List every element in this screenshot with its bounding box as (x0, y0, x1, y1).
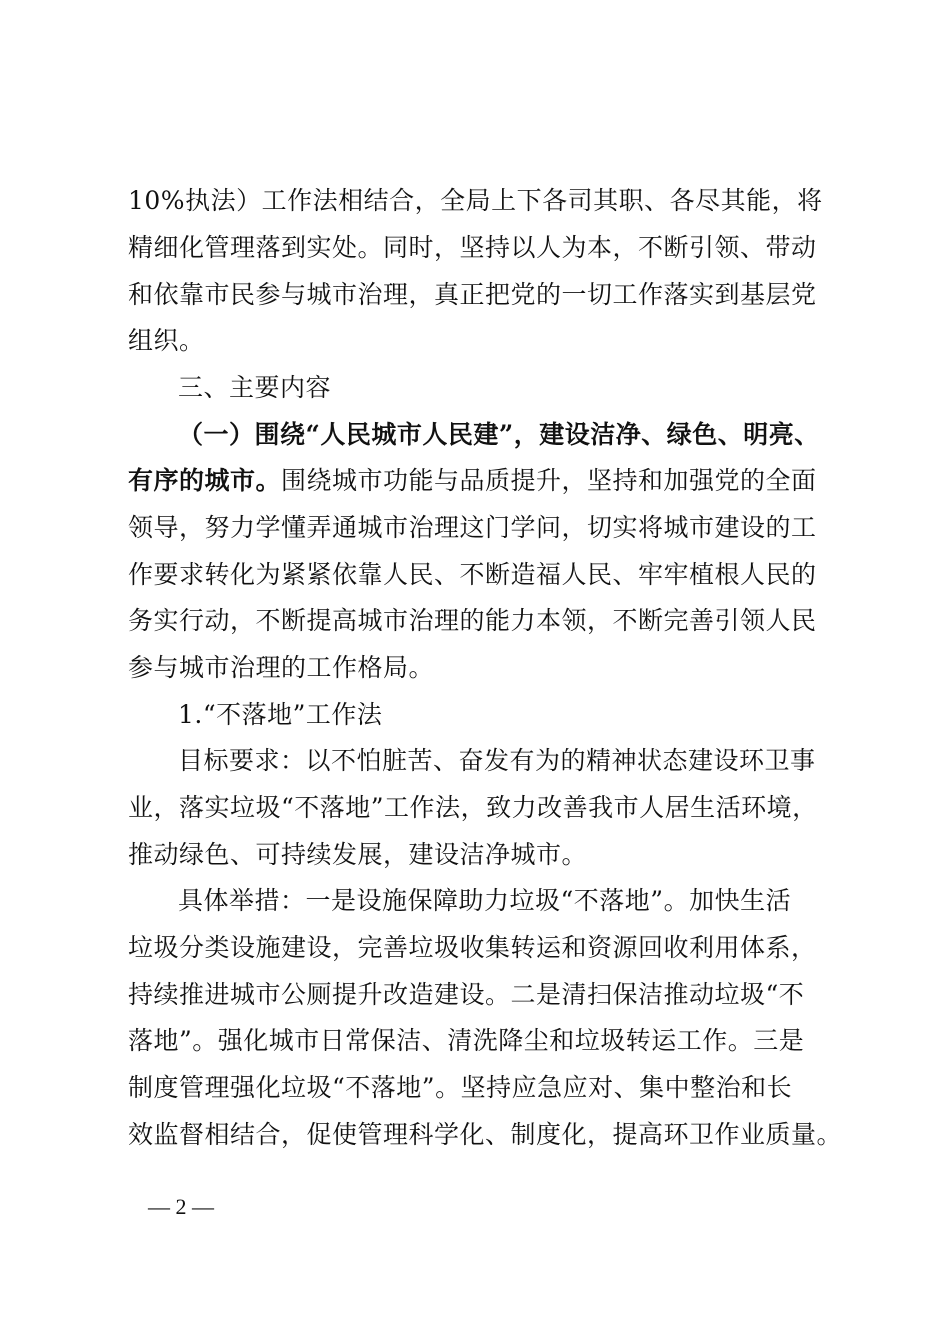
text-line: 推动绿色、可持续发展，建设洁净城市。 (128, 840, 588, 869)
text-line: 和依靠市民参与城市治理，真正把党的一切工作落实到基层党 (128, 280, 817, 309)
section-heading: 三、主要内容 (178, 373, 332, 402)
text-line: 制度管理强化垃圾“不落地”。坚持应急应对、集中整治和长 (128, 1073, 793, 1102)
subsection-heading: （一）围绕“人民城市人民建”，建设洁净、绿色、明亮、 (178, 420, 820, 449)
subsection-heading-end: 有序的城市。 (128, 466, 282, 495)
text-line: 目标要求：以不怕脏苦、奋发有为的精神状态建设环卫事 (178, 746, 816, 775)
text-line: 效监督相结合，促使管理科学化、制度化，提高环卫作业质量。 (128, 1120, 843, 1149)
paragraph-text: 围绕城市功能与品质提升，坚持和加强党的全面 (281, 466, 817, 495)
text-line: 参与城市治理的工作格局。 (128, 653, 435, 682)
text-line: 作要求转化为紧紧依靠人民、不断造福人民、牢牢植根人民的 (128, 560, 817, 589)
text-line: 落地”。强化城市日常保洁、清洗降尘和垃圾转运工作。三是 (128, 1026, 805, 1055)
text-line: 务实行动，不断提高城市治理的能力本领，不断完善引领人民 (128, 606, 817, 635)
text-line: 垃圾分类设施建设，完善垃圾收集转运和资源回收利用体系， (128, 933, 817, 962)
text-line: 持续推进城市公厕提升改造建设。二是清扫保洁推动垃圾“不 (128, 980, 805, 1009)
text-line: 10%执法）工作法相结合，全局上下各司其职、各尽其能，将 (128, 186, 823, 215)
text-line: 精细化管理落到实处。同时，坚持以人为本，不断引领、带动 (128, 233, 817, 262)
text-line: 领导，努力学懂弄通城市治理这门学问，切实将城市建设的工 (128, 513, 817, 542)
text-line: 具体举措：一是设施保障助力垃圾“不落地”。加快生活 (178, 886, 792, 915)
text-line: 组织。 (128, 326, 205, 355)
item-heading: 1.“不落地”工作法 (178, 700, 383, 729)
text-line: 业，落实垃圾“不落地”工作法，致力改善我市人居生活环境， (128, 793, 818, 822)
page-number: — 2 — (148, 1194, 214, 1219)
text-line (128, 466, 950, 496)
